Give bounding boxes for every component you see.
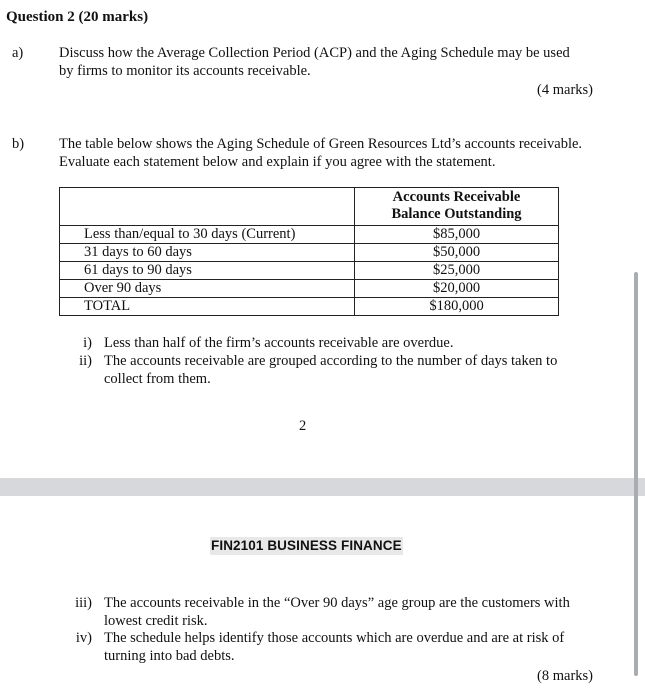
statement-line-1: The schedule helps identify those accounts which are overdue and are at risk of	[104, 630, 565, 646]
statement-line-2: turning into bad debts.	[104, 648, 235, 664]
statement-iv	[66, 629, 606, 665]
part-b-marks: (8 marks)	[537, 668, 593, 684]
running-header: FIN2101 BUSINESS FINANCE	[211, 538, 402, 553]
header-line-1: Accounts Receivable	[392, 189, 521, 205]
question-title: Question 2 (20 marks)	[6, 9, 149, 25]
part-b-text-line-1: The table below shows the Aging Schedule of Green Resources Ltd’s accounts receivable.	[59, 136, 583, 152]
row-value: $25,000	[355, 262, 559, 280]
statement-number: ii)	[79, 353, 92, 369]
vertical-scrollbar-thumb[interactable]	[634, 272, 638, 676]
table-row	[60, 226, 559, 244]
page-break-divider	[0, 478, 645, 496]
table-row	[60, 262, 559, 280]
page-number: 2	[299, 418, 307, 434]
part-b-label: b)	[12, 136, 25, 152]
statement-iii	[66, 594, 606, 630]
row-value: $180,000	[355, 298, 559, 316]
statement-line-1: Less than half of the firm’s accounts receivable are overdue.	[104, 335, 454, 351]
header-line-2: Balance Outstanding	[391, 206, 522, 222]
statement-line-1: The accounts receivable in the “Over 90 days” age group are the customers with	[104, 595, 570, 611]
row-label: 61 days to 90 days	[60, 262, 355, 280]
header-balance-outstanding	[355, 188, 559, 226]
header-empty-cell	[60, 188, 355, 226]
table-row	[60, 244, 559, 262]
row-value: $50,000	[355, 244, 559, 262]
statement-line-2: lowest credit risk.	[104, 613, 208, 629]
part-a-label: a)	[12, 45, 24, 61]
aging-schedule-table	[59, 187, 559, 316]
part-a-marks: (4 marks)	[537, 82, 593, 98]
row-label: Over 90 days	[60, 280, 355, 298]
table-total-row	[60, 298, 559, 316]
statement-number: iii)	[75, 595, 92, 611]
part-b-text-line-2: Evaluate each statement below and explain if you agree with the statement.	[59, 154, 496, 170]
part-a-text-line-2: by firms to monitor its accounts receivable.	[59, 63, 311, 79]
row-label: Less than/equal to 30 days (Current)	[60, 226, 355, 244]
row-label: TOTAL	[60, 298, 355, 316]
statement-i	[66, 334, 606, 352]
part-a-text-line-1: Discuss how the Average Collection Period (ACP) and the Aging Schedule may be used	[59, 45, 570, 61]
statement-line-1: The accounts receivable are grouped according to the number of days taken to	[104, 353, 558, 369]
table-row	[60, 280, 559, 298]
statement-number: iv)	[75, 630, 92, 646]
table-header-row	[60, 188, 559, 226]
statement-line-2: collect from them.	[104, 371, 211, 387]
row-value: $85,000	[355, 226, 559, 244]
statement-number: i)	[83, 335, 92, 351]
row-label: 31 days to 60 days	[60, 244, 355, 262]
statement-ii	[66, 352, 606, 388]
row-value: $20,000	[355, 280, 559, 298]
